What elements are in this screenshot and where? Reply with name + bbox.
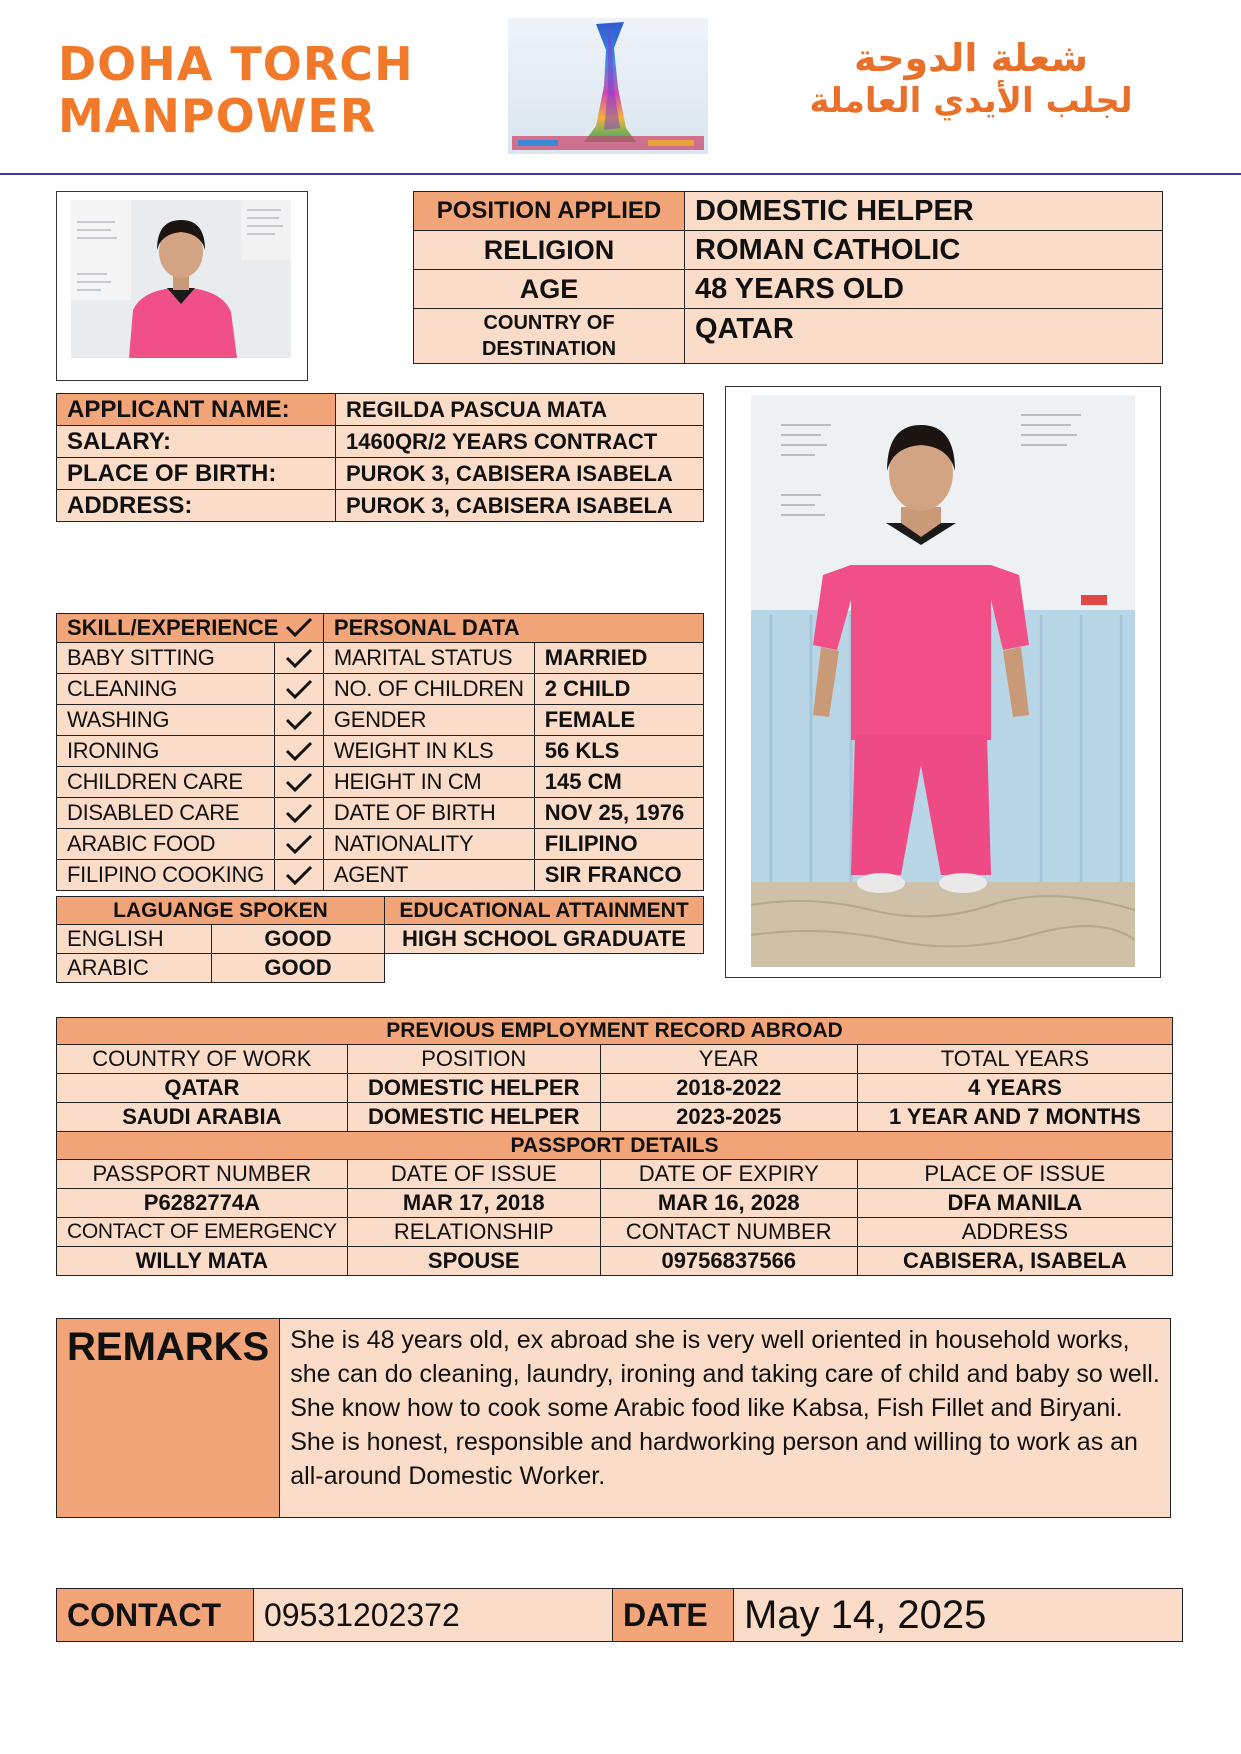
emergency-address: CABISERA, ISABELA [857, 1247, 1172, 1276]
check-icon [285, 772, 313, 792]
employment-col-total: TOTAL YEARS [857, 1045, 1172, 1074]
passport-col-number: PASSPORT NUMBER [57, 1160, 348, 1189]
large-applicant-photo [751, 395, 1135, 967]
check-icon [285, 648, 313, 668]
remarks-text: She is 48 years old, ex abroad she is very well oriented in household works, she can do cleaning, laundry, ironing and taking care of child and baby so well. She know how to cook some Arabic food like Kabsa, Fish Fillet and Biryani. She is honest, responsible and hardworking person and willing to work as an all-around Domestic Worker. [280, 1319, 1171, 1518]
skill-item: CLEANING [57, 674, 275, 705]
skill-item: DISABLED CARE [57, 798, 275, 829]
personal-header: PERSONAL DATA [323, 614, 703, 643]
table-row [57, 798, 704, 829]
table-row [57, 1160, 1173, 1189]
table-row [57, 1247, 1173, 1276]
applicant-table [56, 393, 704, 522]
age-value: 48 YEARS OLD [685, 270, 1163, 309]
skill-item: WASHING [57, 705, 275, 736]
emergency-col-address: ADDRESS [857, 1218, 1172, 1247]
personal-value: MARRIED [534, 643, 703, 674]
remarks-label: REMARKS [57, 1319, 280, 1518]
arabic-line-1: شعلة الدوحة [854, 36, 1088, 80]
position-label: POSITION APPLIED [414, 192, 685, 231]
contact-value: 09531202372 [254, 1589, 613, 1642]
table-row [57, 643, 704, 674]
passport-number: P6282774A [57, 1189, 348, 1218]
personal-value: FILIPINO [534, 829, 703, 860]
personal-label: WEIGHT IN KLS [323, 736, 534, 767]
language-name: ARABIC [57, 954, 212, 983]
personal-value: FEMALE [534, 705, 703, 736]
employment-country: QATAR [57, 1074, 348, 1103]
personal-value: NOV 25, 1976 [534, 798, 703, 829]
education-table [384, 896, 704, 954]
education-value: HIGH SCHOOL GRADUATE [385, 925, 704, 954]
employment-col-position: POSITION [347, 1045, 600, 1074]
applicant-name-value: REGILDA PASCUA MATA [336, 394, 704, 426]
personal-label: HEIGHT IN CM [323, 767, 534, 798]
position-value: DOMESTIC HELPER [685, 192, 1163, 231]
footer-table [56, 1588, 1183, 1642]
skill-check [274, 767, 323, 798]
check-icon [285, 617, 313, 637]
personal-value: 2 CHILD [534, 674, 703, 705]
check-icon [285, 834, 313, 854]
emergency-col-relationship: RELATIONSHIP [347, 1218, 600, 1247]
brand-line-1: DOHA TORCH [58, 37, 414, 91]
table-row [57, 1218, 1173, 1247]
employment-total: 4 YEARS [857, 1074, 1172, 1103]
address-value: PUROK 3, CABISERA ISABELA [336, 490, 704, 522]
personal-label: NATIONALITY [323, 829, 534, 860]
skill-check [274, 860, 323, 891]
employment-col-year: YEAR [600, 1045, 857, 1074]
small-applicant-photo [71, 200, 291, 358]
large-photo-frame [725, 386, 1161, 978]
age-label: AGE [414, 270, 685, 309]
passport-expiry-date: MAR 16, 2028 [600, 1189, 857, 1218]
table-row [57, 767, 704, 798]
personal-value: SIR FRANCO [534, 860, 703, 891]
position-table [413, 191, 1163, 364]
applicant-name-label: APPLICANT NAME: [57, 394, 336, 426]
address-label: ADDRESS: [57, 490, 336, 522]
skill-check [274, 798, 323, 829]
skill-item: ARABIC FOOD [57, 829, 275, 860]
personal-label: AGENT [323, 860, 534, 891]
emergency-col-contact: CONTACT OF EMERGENCY [57, 1218, 348, 1247]
skill-check [274, 736, 323, 767]
arabic-line-2: لجلب الأيدي العاملة [809, 81, 1133, 121]
skill-item: IRONING [57, 736, 275, 767]
table-row [57, 674, 704, 705]
personal-label: DATE OF BIRTH [323, 798, 534, 829]
passport-place: DFA MANILA [857, 1189, 1172, 1218]
education-header: EDUCATIONAL ATTAINMENT [385, 897, 704, 925]
remarks-table [56, 1318, 1171, 1518]
skills-header [57, 614, 324, 643]
table-row [57, 705, 704, 736]
emergency-contact-number: 09756837566 [600, 1247, 857, 1276]
check-icon [285, 710, 313, 730]
passport-col-issue: DATE OF ISSUE [347, 1160, 600, 1189]
brand-line-2: MANPOWER [58, 89, 377, 143]
employment-year: 2023-2025 [600, 1103, 857, 1132]
destination-label: COUNTRY OF DESTINATION [414, 309, 685, 364]
skill-check [274, 674, 323, 705]
table-row [57, 1103, 1173, 1132]
birthplace-value: PUROK 3, CABISERA ISABELA [336, 458, 704, 490]
language-level: GOOD [212, 954, 385, 983]
employment-position: DOMESTIC HELPER [347, 1074, 600, 1103]
salary-label: SALARY: [57, 426, 336, 458]
employment-total: 1 YEAR AND 7 MONTHS [857, 1103, 1172, 1132]
emergency-contact-name: WILLY MATA [57, 1247, 348, 1276]
language-level: GOOD [212, 925, 385, 954]
date-label: DATE [613, 1589, 734, 1642]
table-row [57, 736, 704, 767]
header-rule [0, 173, 1241, 175]
passport-title: PASSPORT DETAILS [57, 1132, 1173, 1160]
personal-label: MARITAL STATUS [323, 643, 534, 674]
personal-value: 56 KLS [534, 736, 703, 767]
birthplace-label: PLACE OF BIRTH: [57, 458, 336, 490]
religion-label: RELIGION [414, 231, 685, 270]
destination-value: QATAR [685, 309, 1163, 364]
emergency-relationship: SPOUSE [347, 1247, 600, 1276]
small-photo-frame [56, 191, 308, 381]
passport-issue-date: MAR 17, 2018 [347, 1189, 600, 1218]
employment-position: DOMESTIC HELPER [347, 1103, 600, 1132]
brand-name [58, 38, 414, 142]
check-icon [285, 865, 313, 885]
passport-col-place: PLACE OF ISSUE [857, 1160, 1172, 1189]
religion-value: ROMAN CATHOLIC [685, 231, 1163, 270]
check-icon [285, 679, 313, 699]
employment-title: PREVIOUS EMPLOYMENT RECORD ABROAD [57, 1018, 1173, 1045]
personal-label: GENDER [323, 705, 534, 736]
personal-value: 145 CM [534, 767, 703, 798]
check-icon [285, 803, 313, 823]
table-row [57, 954, 385, 983]
torch-logo [508, 18, 708, 154]
employment-year: 2018-2022 [600, 1074, 857, 1103]
personal-label: NO. OF CHILDREN [323, 674, 534, 705]
employment-country: SAUDI ARABIA [57, 1103, 348, 1132]
skill-item: FILIPINO COOKING [57, 860, 275, 891]
skills-header-label: SKILL/EXPERIENCE [67, 615, 279, 640]
salary-value: 1460QR/2 YEARS CONTRACT [336, 426, 704, 458]
arabic-brand [740, 36, 1202, 122]
table-row [57, 1045, 1173, 1074]
skill-check [274, 829, 323, 860]
employment-passport-table [56, 1017, 1173, 1276]
language-header: LAGUANGE SPOKEN [57, 897, 385, 925]
language-table [56, 896, 385, 983]
skills-personal-table [56, 613, 704, 891]
check-icon [285, 741, 313, 761]
skill-check [274, 705, 323, 736]
table-row [57, 829, 704, 860]
table-row [57, 860, 704, 891]
skill-item: BABY SITTING [57, 643, 275, 674]
date-value: May 14, 2025 [734, 1589, 1183, 1642]
emergency-col-number: CONTACT NUMBER [600, 1218, 857, 1247]
skill-item: CHILDREN CARE [57, 767, 275, 798]
table-row [57, 925, 385, 954]
table-row [57, 1074, 1173, 1103]
contact-label: CONTACT [57, 1589, 254, 1642]
skill-check [274, 643, 323, 674]
employment-col-country: COUNTRY OF WORK [57, 1045, 348, 1074]
passport-col-expiry: DATE OF EXPIRY [600, 1160, 857, 1189]
language-name: ENGLISH [57, 925, 212, 954]
table-row [57, 1189, 1173, 1218]
